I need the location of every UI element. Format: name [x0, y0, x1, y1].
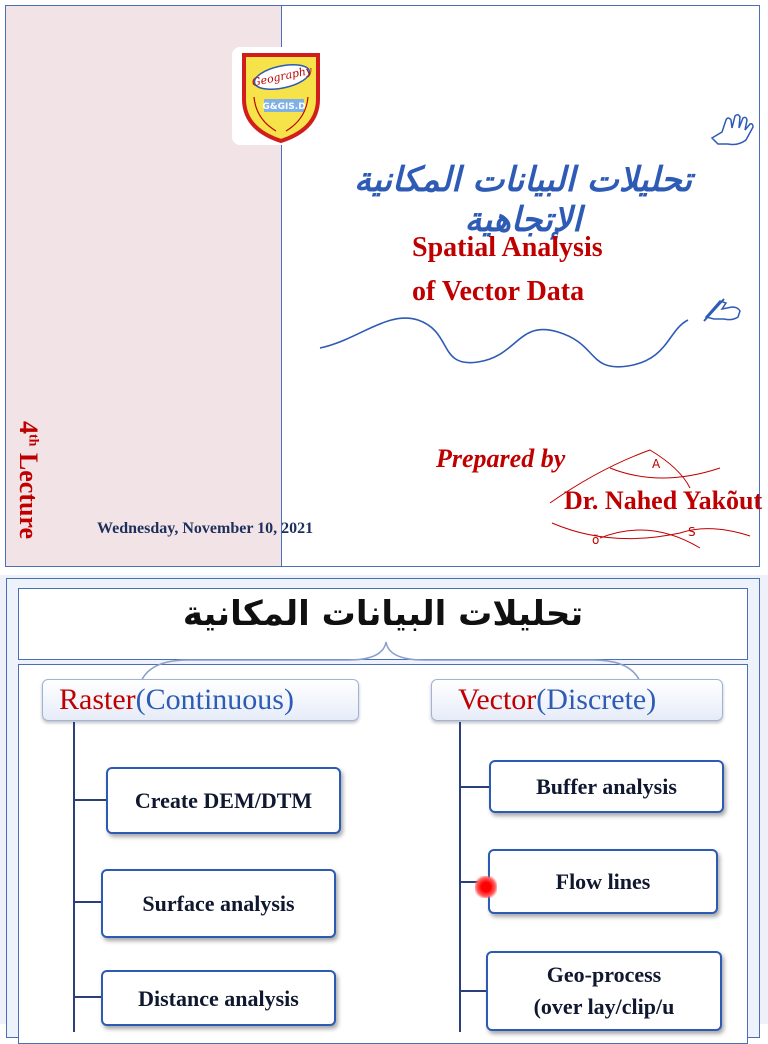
raster-item-surface: Surface analysis [101, 869, 336, 938]
vector-item-flow-lines: Flow lines [488, 849, 718, 914]
lecture-label [2, 413, 54, 565]
slide2-arabic-title: تحليلات البيانات المكانية [182, 594, 584, 634]
vector-branch-1 [459, 786, 489, 788]
lecture-text [13, 399, 43, 561]
vector-item-buffer: Buffer analysis [489, 760, 724, 813]
svg-text:õ: õ [592, 533, 600, 547]
raster-branch-3 [73, 996, 101, 998]
author-name: Dr. Nahed Yakõut [564, 486, 763, 515]
vector-tree-line [459, 722, 461, 1032]
geo-process-line1: Geo-process [546, 962, 662, 987]
geo-process-line2: (over lay/clip/u [533, 994, 675, 1019]
svg-text:G&GIS.D: G&GIS.D [262, 102, 306, 112]
lecture-date: Wednesday, November 10, 2021 [97, 520, 314, 537]
svg-text:S: S [688, 525, 696, 539]
raster-category-header [42, 679, 359, 721]
raster-qualifier: (Continuous) [135, 683, 294, 716]
vector-branch-3 [459, 990, 486, 992]
pointing-hand-icon [708, 110, 758, 150]
raster-label: Raster [59, 683, 136, 716]
raster-tree-line [73, 722, 75, 1032]
lecture-word: Lecture [14, 452, 43, 540]
english-title-line1: Spatial Analysis [412, 232, 603, 263]
svg-text:A: A [652, 457, 661, 471]
decorative-wave [318, 280, 758, 380]
vector-category-header [431, 679, 723, 721]
raster-branch-1 [73, 799, 106, 801]
svg-text:Geography: Geography [250, 63, 314, 90]
laser-pointer-dot [475, 876, 497, 898]
raster-branch-2 [73, 901, 101, 903]
lecture-suffix: th [25, 433, 41, 447]
prepared-by-label: Prepared by [436, 444, 566, 473]
geography-department-logo [232, 47, 330, 145]
lecture-number: 4 [14, 420, 43, 434]
raster-item-distance: Distance analysis [101, 970, 336, 1026]
vector-item-geo-process [486, 951, 722, 1031]
english-title-line2: of Vector Data [412, 276, 585, 307]
vector-label: Vector [458, 683, 537, 716]
vector-qualifier: (Discrete) [536, 683, 657, 716]
raster-item-dem: Create DEM/DTM [106, 767, 341, 834]
arabic-title: تحليلات البيانات المكانية الإتجاهية [354, 160, 692, 240]
